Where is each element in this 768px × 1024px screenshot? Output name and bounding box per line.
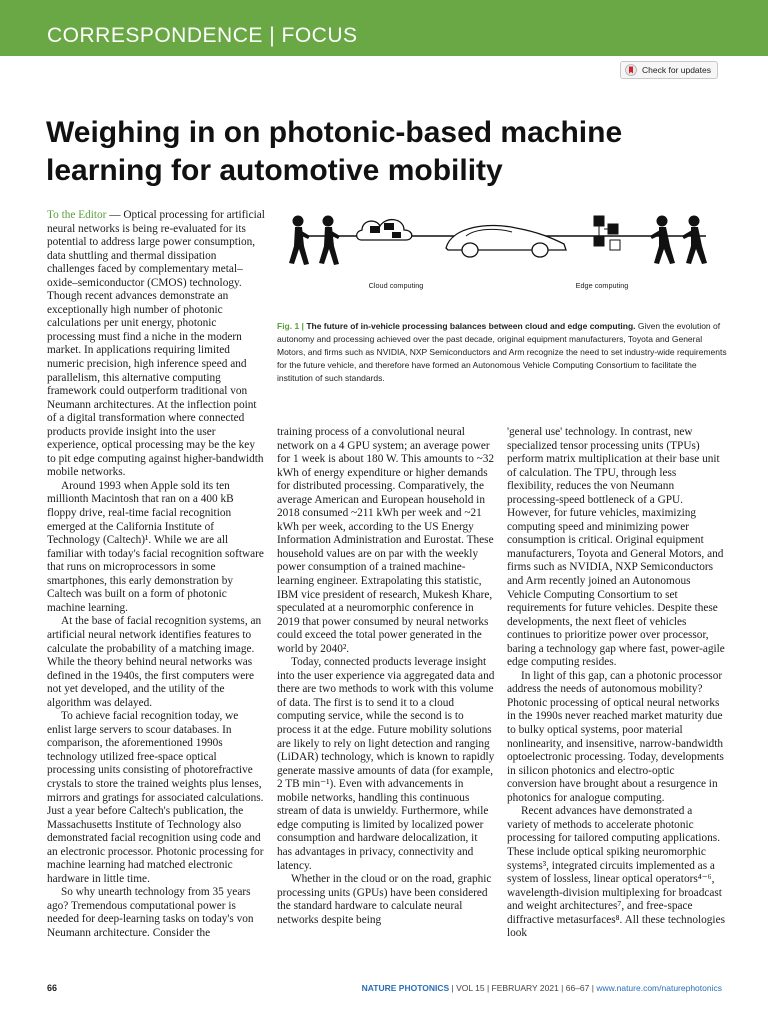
paragraph: Recent advances have demonstrated a variety of methods to accelerate photonic processing for tailored computing applications. These include optical spiking neuromorphic systems³, integrated circuits implemented as a system of lossless, linear optical operators⁴⁻⁶, wavelength-division multiplexing for broadcast and weight architectures⁷, and free-space diffractive metasurfaces⁸. All these technologies look [507,805,725,940]
cloud-edge-tug-of-war-illustration [276,206,726,306]
edge-chip-icon [594,216,620,250]
paragraph [47,209,265,480]
car-icon [446,225,566,257]
person-icon [682,216,707,265]
paragraph: So why unearth technology from 35 years ago? Tremendous computational power is needed for deep-learning tasks on today's von Neumann architecture. Consider the [47,886,254,939]
cloud-computing-label: Cloud computing [368,281,424,290]
person-icon [319,216,340,266]
paragraph: In light of this gap, can a photonic processor address the needs of autonomous mobility? Photonic processing of optical neural networks in the 1990s never reached market maturity due to bulky optical systems, poor material nonlinearity, and insensitive, narrow-bandwidth optoelectronic processing. Today, developments in silicon photonics and electro-optic conversion have brought about a resurgence in photonics for analogue computing. [507,669,724,804]
paragraph-text: — Optical processing for artificial neural networks is being re-evaluated for its potential to address large power consumption, data shuttling and thermal dissipation challenges faced by complementary metal–oxide–semiconductor (CMOS) technology. Though recent advances demonstrate an exceptionally high number of photonic calculations per unit energy, photonic processing must find a niche in the modern market. In applications requiring limited numeric precision, high inference speed and parallelism, this alternative computing framework could outperform traditional von Neumann architectures. At the inflection point of a digital transformation where connected products provide insight into the user experience, optical processing may be the key to pit edge computing against higher-bandwidth mobile networks. [47,209,265,479]
figure-1-illustration [276,206,726,306]
figure-label: Fig. 1 | [277,321,304,331]
paragraph: 'general use' technology. In contrast, new specialized tensor processing units (TPUs) perform matrix multiplication at their base unit of calculation. The TPU, through less flexibility, reduces the von Neumann processing-speed bottleneck of a GPU. However, for future vehicles, maximizing computing speed and minimizing power consumption is critical. Original equipment manufacturers, Toyota and General Motors, and firms such as NVIDIA, NXP Semiconductors and Arm recently joined an Autonomous Vehicle Computing Consortium to set requirements for future vehicles. Despite these developments, the next fleet of vehicles continues to prioritize power over processor, baring a technology gap where fast, power-agile edge computing resides. [507,426,725,669]
paragraph: At the base of facial recognition systems, an artificial neural network identifies features to calculate the probability of a matching image. While the theory behind neural networks was defined in the 1940s, the first computers were not yet developed, and the utility of the algorithm was delayed. [47,615,262,709]
journal-footer [362,983,722,993]
page-number: 66 [47,983,58,993]
article-title: Weighing in on photonic-based machine learning for automotive mobility [46,116,623,187]
paragraph: Around 1993 when Apple sold its ten millionth Macintosh that ran on a 400 kB floppy drive, real-time facial recognition emerged at the California Institute of Technology (Caltech)¹. While we are all familiar with today's facial recognition software that runs on microprocessors in some smartphones, this early demonstration by Caltech was built on a form of photonic machine learning. [47,479,264,614]
caption-title: The future of in-vehicle processing balances between cloud and edge computing. [306,321,636,331]
text-column-2 [277,426,495,927]
check-for-updates-button[interactable] [620,61,718,79]
journal-name: NATURE PHOTONICS [361,983,450,993]
edge-computing-label: Edge computing [575,281,629,290]
paragraph: Today, connected products leverage insight into the user experience via aggregated data and there are two methods to work with this volume of data. The first is to send it to a cloud computing service, while the second is to process it at the edge. Future mobility solutions are likely to rely on light detection and ranging (LiDAR) technology, which is known to rapidly generate massive amounts of data (for example, 2 TB min⁻¹). Even with advancements in mobile networks, handling this continuous stream of data is unwieldy. Furthermore, while edge computing is limited by localized power consumption and hardware delocalization, it has advantages in privacy, connectivity and latency. [277,656,495,872]
check-for-updates-label: Check for updates [642,65,711,75]
paragraph: To achieve facial recognition today, we enlist large servers to scour databases. In comparison, the aforementioned 1990s technology utilized free-space optical processing units consisting of photorefractive crystals to store the trained weights plus lenses, mirrors and gratings for associated calculations. Just a year before Caltech's publication, the Massachusetts Institute of Technology also demonstrated facial recognition using code and an electronic processor. Photonic processing for machine learning had matched electronic hardware in little time. [47,710,264,885]
cloud-icon [357,220,412,240]
section-banner [0,0,768,56]
figure-caption [277,320,727,385]
text-column-1 [47,209,265,941]
paragraph: Whether in the cloud or on the road, graphic processing units (GPUs) have been considered the standard hardware to calculate neural networks despite being [277,873,492,926]
person-icon [650,216,675,265]
person-icon [289,216,310,266]
caption-text: Given the evolution of autonomy and processing achieved over the past decade, original equipment manufacturers, Toyota and General Motors, and firms such as NVIDIA, NXP Semiconductors and Arm recognize the need to set industry-wide requirements for the future vehicle, and therefore have formed an Autonomous Vehicle Computing Consortium to facilitate the institution of such standards. [277,321,727,383]
to-the-editor-label: To the Editor [47,209,107,221]
text-column-3 [507,426,725,941]
journal-url-link[interactable]: www.nature.com/naturephotonics [596,983,722,993]
crossmark-icon [625,64,637,76]
paragraph: training process of a convolutional neural network on a 4 GPU system; an average power for 1 week is about 180 W. This amounts to ~32 kWh of energy expenditure or higher demands for distributed processing. Comparatively, the average American and European household in 2018 consumed ~211 kWh per week and ~21 kWh per week, according to the US Energy Information Administration and Eurostat. These household values are on par with the weekly power consumption of a trained machine-learning engineer. Extrapolating this statistic, IBM vice president of research, Mukesh Khare, speculated at a neuromorphic conference in 2019 that power consumed by neural networks could exceed the total power generated in the world by 2040². [277,426,495,655]
issue-info: | VOL 15 | FEBRUARY 2021 | 66–67 | [449,983,597,993]
section-label: CORRESPONDENCE | FOCUS [47,24,358,47]
